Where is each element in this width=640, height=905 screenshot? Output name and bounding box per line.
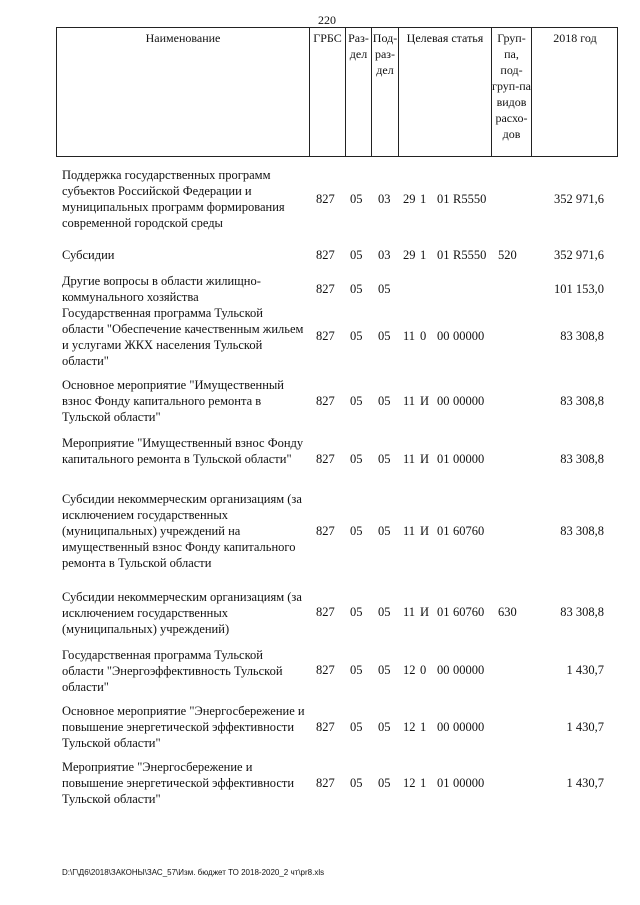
row-event: 01 bbox=[437, 192, 450, 206]
row-direction: 00000 bbox=[453, 394, 485, 408]
header-name: Наименование bbox=[145, 31, 221, 45]
row-program: 29 bbox=[403, 192, 416, 206]
row-razdel: 05 bbox=[350, 394, 363, 408]
row-grbs: 827 bbox=[316, 776, 335, 790]
row-podrazdel: 05 bbox=[378, 720, 391, 734]
row-name: Мероприятие "Энергосбережение и повышение энергетической эффективности Тульской области" bbox=[62, 760, 295, 806]
row-event: 00 bbox=[437, 720, 450, 734]
row-name: Государственная программа Тульской области "Обеспечение качественным жильем и услугами ЖКХ населения Тульской области" bbox=[62, 306, 304, 368]
header-year: 2018 год bbox=[531, 28, 618, 156]
row-program: 11 bbox=[403, 329, 416, 343]
row-program: 12 bbox=[403, 776, 416, 790]
row-podrazdel: 05 bbox=[378, 524, 391, 538]
row-direction: 60760 bbox=[453, 605, 485, 619]
row-event: 00 bbox=[437, 329, 450, 343]
row-grbs: 827 bbox=[316, 663, 335, 677]
row-grbs: 827 bbox=[316, 720, 335, 734]
row-razdel: 05 bbox=[350, 329, 363, 343]
row-grbs: 827 bbox=[316, 192, 335, 206]
row-podrazdel: 03 bbox=[378, 248, 391, 262]
row-razdel: 05 bbox=[350, 192, 363, 206]
row-subprogram: 1 bbox=[420, 248, 427, 262]
row-razdel: 05 bbox=[350, 605, 363, 619]
row-event: 01 bbox=[437, 776, 450, 790]
header-razdel: Раз-дел bbox=[345, 28, 371, 156]
row-program: 11 bbox=[403, 524, 416, 538]
row-podrazdel: 05 bbox=[378, 605, 391, 619]
row-direction: 00000 bbox=[453, 452, 485, 466]
row-razdel: 05 bbox=[350, 776, 363, 790]
row-razdel: 05 bbox=[350, 720, 363, 734]
row-program: 29 bbox=[403, 248, 416, 262]
row-razdel: 05 bbox=[350, 282, 363, 296]
row-razdel: 05 bbox=[350, 663, 363, 677]
row-name: Поддержка государственных программ субъектов Российской Федерации и муниципальных программ формирования современной городской среды bbox=[62, 168, 285, 230]
row-amount: 1 430,7 bbox=[566, 663, 604, 677]
row-podrazdel: 05 bbox=[378, 663, 391, 677]
row-razdel: 05 bbox=[350, 524, 363, 538]
row-grbs: 827 bbox=[316, 605, 335, 619]
row-subprogram: И bbox=[420, 524, 430, 538]
row-amount: 1 430,7 bbox=[566, 776, 604, 790]
row-program: 11 bbox=[403, 605, 416, 619]
row-subprogram: 1 bbox=[420, 776, 427, 790]
row-podrazdel: 05 bbox=[378, 329, 391, 343]
row-program: 12 bbox=[403, 720, 416, 734]
row-direction: 60760 bbox=[453, 524, 485, 538]
row-amount: 83 308,8 bbox=[560, 605, 604, 619]
row-program: 11 bbox=[403, 394, 416, 408]
row-razdel: 05 bbox=[350, 452, 363, 466]
row-amount: 1 430,7 bbox=[566, 720, 604, 734]
row-podrazdel: 05 bbox=[378, 282, 391, 296]
row-expense-type: 630 bbox=[498, 605, 517, 619]
row-name: Субсидии некоммерческим организациям (за исключением государственных (муниципальных) учреждений на имущественный взнос Фонду капитального ремонта в Тульской области bbox=[62, 492, 302, 570]
row-subprogram: 1 bbox=[420, 720, 427, 734]
row-amount: 83 308,8 bbox=[560, 524, 604, 538]
row-amount: 83 308,8 bbox=[560, 394, 604, 408]
row-amount: 83 308,8 bbox=[560, 329, 604, 343]
header-grbs: ГРБС bbox=[309, 28, 345, 156]
row-subprogram: 1 bbox=[420, 192, 427, 206]
row-direction: 00000 bbox=[453, 720, 485, 734]
row-razdel: 05 bbox=[350, 248, 363, 262]
row-name: Основное мероприятие "Энергосбережение и повышение энергетической эффективности Тульской области" bbox=[62, 704, 305, 750]
page-number: 220 bbox=[318, 13, 336, 27]
header-celevaya: Целевая статья bbox=[398, 28, 491, 156]
row-direction: 00000 bbox=[453, 776, 485, 790]
row-subprogram: И bbox=[420, 394, 430, 408]
row-name: Другие вопросы в области жилищно-коммунального хозяйства bbox=[62, 274, 261, 304]
row-event: 01 bbox=[437, 524, 450, 538]
row-podrazdel: 05 bbox=[378, 452, 391, 466]
row-event: 00 bbox=[437, 663, 450, 677]
row-name: Субсидии некоммерческим организациям (за исключением государственных (муниципальных) учреждений) bbox=[62, 590, 302, 636]
row-podrazdel: 05 bbox=[378, 394, 391, 408]
row-event: 01 bbox=[437, 452, 450, 466]
row-program: 11 bbox=[403, 452, 416, 466]
file-path: D:\Г\Д6\2018\ЗАКОНЫ\ЗАС_57\Изм. бюджет ТО 2018-2020_2 чт\pr8.xls bbox=[62, 868, 325, 877]
table-header bbox=[56, 27, 618, 157]
row-name: Основное мероприятие "Имущественный взнос Фонду капитального ремонта в Тульской области" bbox=[62, 378, 284, 424]
row-grbs: 827 bbox=[316, 524, 335, 538]
row-grbs: 827 bbox=[316, 329, 335, 343]
row-event: 01 bbox=[437, 248, 450, 262]
row-amount: 101 153,0 bbox=[554, 282, 604, 296]
row-subprogram: И bbox=[420, 452, 430, 466]
row-subprogram: 0 bbox=[420, 663, 427, 677]
row-direction: 00000 bbox=[453, 663, 485, 677]
row-podrazdel: 03 bbox=[378, 192, 391, 206]
row-expense-type: 520 bbox=[498, 248, 517, 262]
row-grbs: 827 bbox=[316, 452, 335, 466]
row-direction: R5550 bbox=[453, 248, 487, 262]
row-name: Субсидии bbox=[62, 248, 115, 262]
row-direction: 00000 bbox=[453, 329, 485, 343]
row-subprogram: И bbox=[420, 605, 430, 619]
header-vid: Груп-па, под-груп-па видов расхо-дов bbox=[491, 28, 531, 156]
row-event: 00 bbox=[437, 394, 450, 408]
row-amount: 352 971,6 bbox=[554, 192, 604, 206]
row-program: 12 bbox=[403, 663, 416, 677]
row-podrazdel: 05 bbox=[378, 776, 391, 790]
row-grbs: 827 bbox=[316, 248, 335, 262]
row-name: Государственная программа Тульской области "Энергоэффективность Тульской области" bbox=[62, 648, 283, 694]
row-name: Мероприятие "Имущественный взнос Фонду капитального ремонта в Тульской области" bbox=[62, 436, 304, 466]
row-event: 01 bbox=[437, 605, 450, 619]
row-grbs: 827 bbox=[316, 394, 335, 408]
row-amount: 352 971,6 bbox=[554, 248, 604, 262]
row-subprogram: 0 bbox=[420, 329, 427, 343]
row-direction: R5550 bbox=[453, 192, 487, 206]
row-amount: 83 308,8 bbox=[560, 452, 604, 466]
header-podrazdel: Под-раз-дел bbox=[371, 28, 398, 156]
row-grbs: 827 bbox=[316, 282, 335, 296]
